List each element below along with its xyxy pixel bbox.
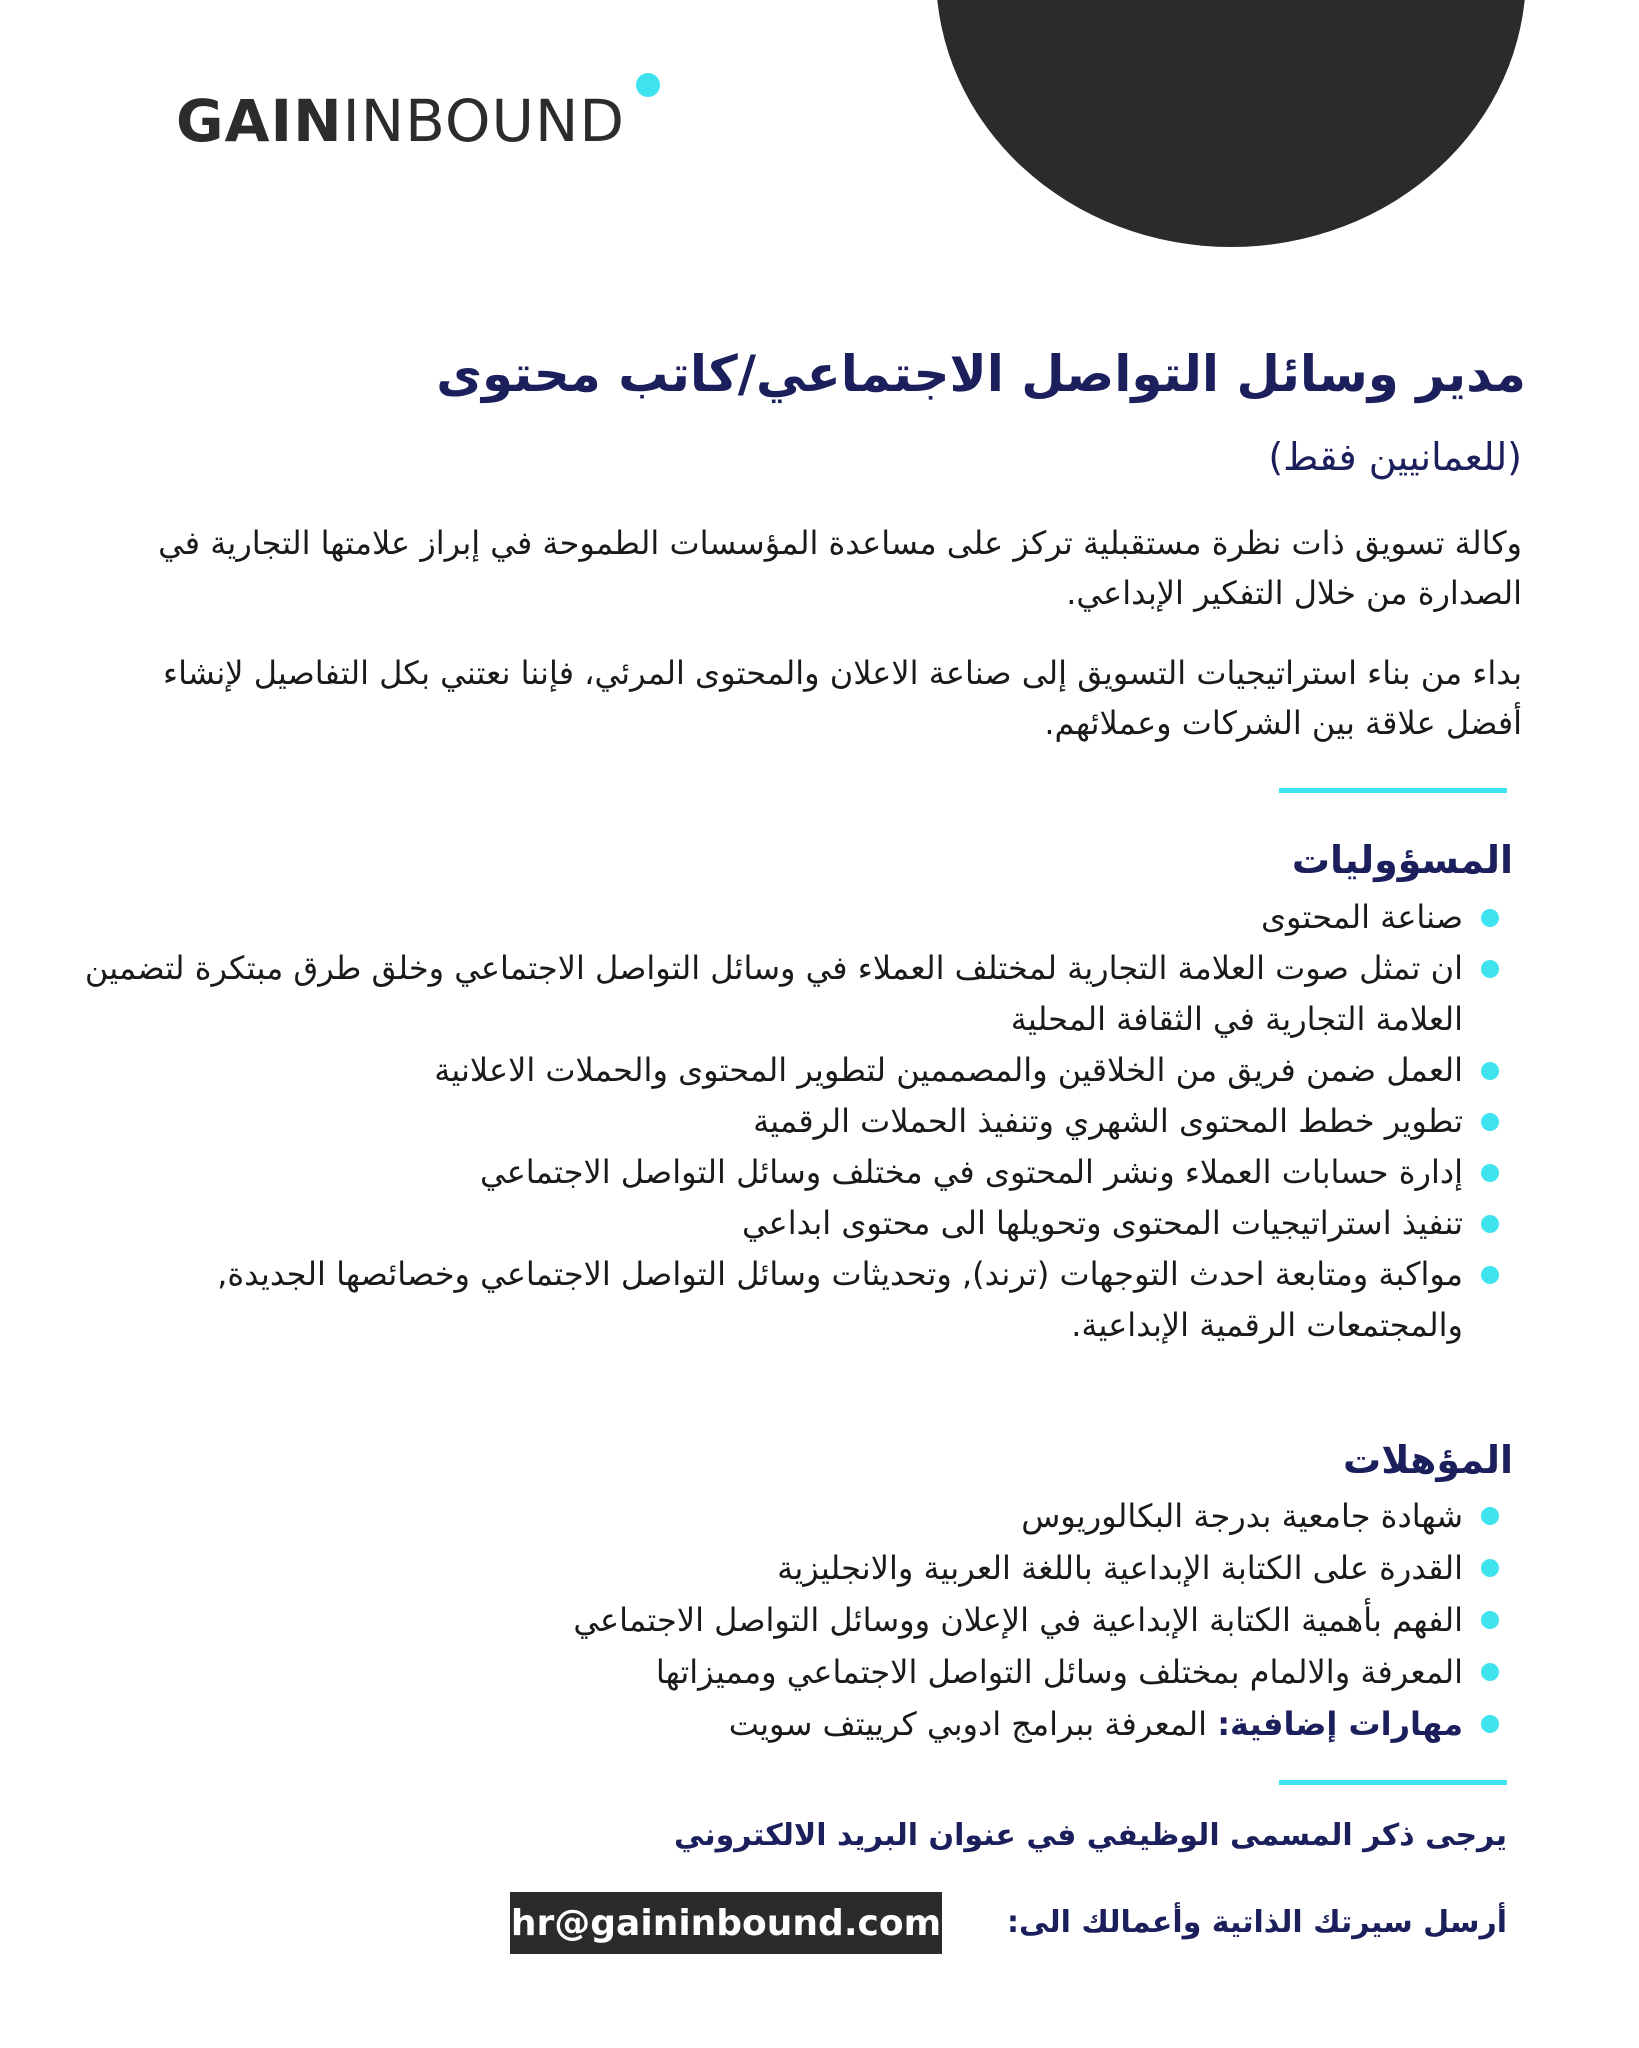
extra-skills-text: المعرفة ببرامج ادوبي كرييتف سويت (728, 1705, 1218, 1743)
list-item (79, 1594, 1499, 1646)
section-divider (1279, 1780, 1507, 1785)
intro-paragraph-1: وكالة تسويق ذات نظرة مستقبلية تركز على مساعدة المؤسسات الطموحة في إبراز علامتها التجارية في الصدارة من خلال التفكير الإبداعي. (158, 524, 1522, 612)
bullet-dot-icon (1481, 1507, 1499, 1525)
intro-paragraph-2: بداء من بناء استراتيجيات التسويق إلى صناعة الاعلان والمحتوى المرئي، فإننا نعتني بكل التفاصيل لإنشاء أفضل علاقة بين الشركات وعملائهم. (163, 654, 1522, 742)
send-cv-label: أرسل سيرتك الذاتية وأعمالك الى: (1007, 1905, 1507, 1940)
list-item (79, 892, 1499, 943)
company-logo (176, 87, 626, 155)
bullet-dot-icon (1481, 1113, 1499, 1131)
email-address[interactable]: hr@gaininbound.com (510, 1892, 942, 1954)
job-title: مدير وسائل التواصل الاجتماعي/كاتب محتوى (436, 345, 1526, 403)
list-item (79, 1249, 1499, 1351)
qualifications-heading: المؤهلات (1343, 1438, 1513, 1482)
logo-bold-text: GAIN (176, 87, 343, 155)
list-item (79, 1096, 1499, 1147)
bullet-dot-icon (1481, 1062, 1499, 1080)
bullet-dot-icon (1481, 1266, 1499, 1284)
bullet-dot-icon (1481, 1215, 1499, 1233)
email-subject-note: يرجى ذكر المسمى الوظيفي في عنوان البريد الالكتروني (674, 1818, 1507, 1853)
job-subtitle: (للعمانيين فقط) (1268, 435, 1522, 479)
bullet-dot-icon (1481, 1663, 1499, 1681)
bullet-dot-icon (1481, 1715, 1499, 1733)
list-item (79, 1045, 1499, 1096)
list-item (79, 1490, 1499, 1542)
list-item-text: القدرة على الكتابة الإبداعية باللغة العربية والانجليزية (777, 1549, 1463, 1587)
list-item-text: العمل ضمن فريق من الخلاقين والمصممين لتطوير المحتوى والحملات الاعلانية (434, 1051, 1463, 1089)
bullet-dot-icon (1481, 1611, 1499, 1629)
list-item (79, 943, 1499, 1045)
list-item (79, 1147, 1499, 1198)
responsibilities-list (79, 892, 1499, 1351)
list-item-text: إدارة حسابات العملاء ونشر المحتوى في مختلف وسائل التواصل الاجتماعي (480, 1153, 1463, 1191)
bullet-dot-icon (1481, 909, 1499, 927)
list-item-text: ان تمثل صوت العلامة التجارية لمختلف العملاء في وسائل التواصل الاجتماعي وخلق طرق مبتكرة لتضمين العلامة التجارية في الثقافة المحلية (84, 949, 1463, 1038)
list-item-text: المعرفة والالمام بمختلف وسائل التواصل الاجتماعي ومميزاتها (655, 1653, 1463, 1691)
logo-light-text: INBOUND (342, 87, 626, 155)
responsibilities-heading: المسؤوليات (1291, 838, 1513, 882)
list-item-text: تطوير خطط المحتوى الشهري وتنفيذ الحملات الرقمية (753, 1102, 1463, 1140)
decorative-circle (936, 0, 1526, 247)
list-item-text: مواكبة ومتابعة احدث التوجهات (ترند), وتحديثات وسائل التواصل الاجتماعي وخصائصها الجديدة, والمجتمعات الرقمية الإبداعية. (217, 1255, 1463, 1344)
list-item-text: شهادة جامعية بدرجة البكالوريوس (1021, 1497, 1463, 1535)
bullet-dot-icon (1481, 1164, 1499, 1182)
list-item-extra-skills (79, 1698, 1499, 1750)
extra-skills-label: مهارات إضافية: (1217, 1705, 1463, 1743)
bullet-dot-icon (1481, 1559, 1499, 1577)
list-item (79, 1198, 1499, 1249)
logo-dot-icon (636, 73, 660, 97)
list-item (79, 1542, 1499, 1594)
list-item (79, 1646, 1499, 1698)
section-divider (1279, 788, 1507, 793)
qualifications-list (79, 1490, 1499, 1750)
list-item-text: صناعة المحتوى (1260, 898, 1463, 936)
list-item-text: الفهم بأهمية الكتابة الإبداعية في الإعلان ووسائل التواصل الاجتماعي (573, 1601, 1463, 1639)
list-item-text: تنفيذ استراتيجيات المحتوى وتحويلها الى محتوى ابداعي (741, 1204, 1463, 1242)
bullet-dot-icon (1481, 960, 1499, 978)
